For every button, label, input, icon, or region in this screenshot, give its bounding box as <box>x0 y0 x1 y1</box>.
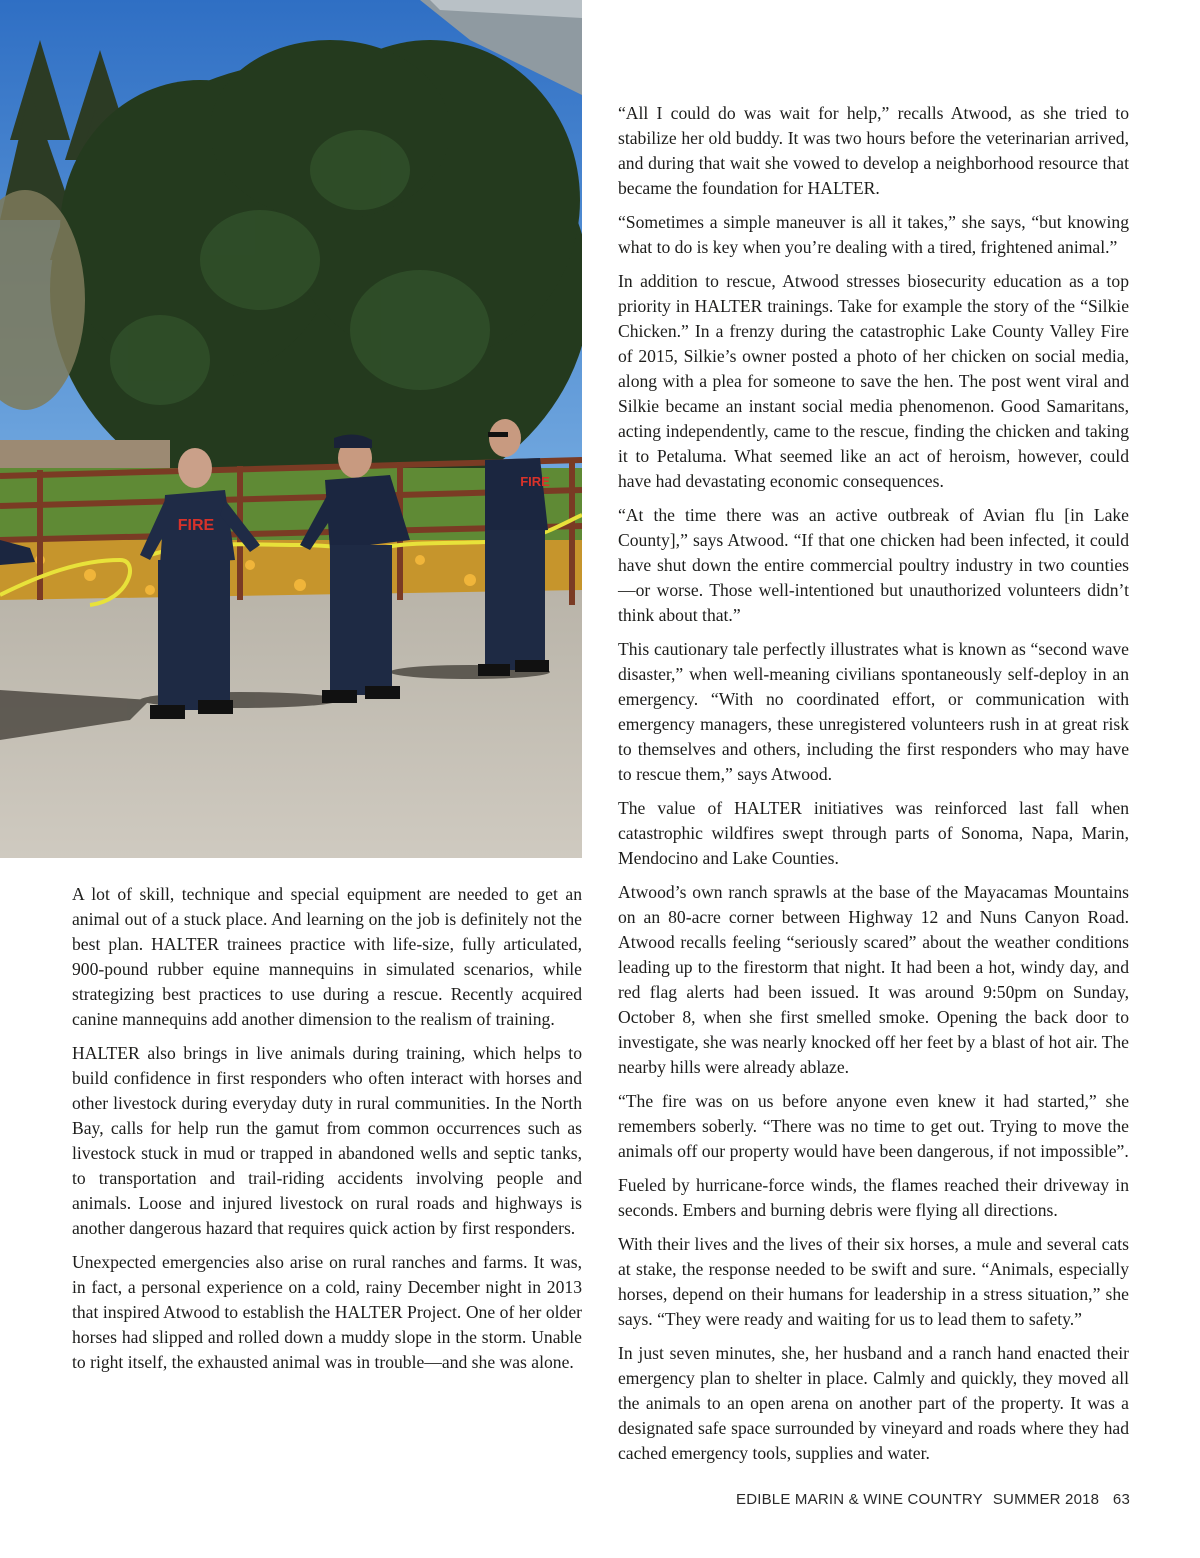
page-footer <box>736 1491 1130 1508</box>
paragraph: “The fire was on us before anyone even knew it had started,” she remembers soberly. “There was no time to get out. Trying to move the animals off our property would have been dangerous, if not impossible”. <box>618 1091 1129 1161</box>
issue-date: SUMMER 2018 <box>992 1491 1100 1508</box>
article-column-right <box>618 101 1129 1475</box>
svg-text:FIRE: FIRE <box>177 517 215 534</box>
paragraph: “All I could do was wait for help,” recalls Atwood, as she tried to stabilize her old buddy. It was two hours before the veterinarian arrived, and during that wait she vowed to develop a neighborhood resource that became the foundation for HALTER. <box>618 103 1129 198</box>
paragraph: “Sometimes a simple maneuver is all it takes,” she says, “but knowing what to do is key when you’re dealing with a tired, frightened animal.” <box>618 212 1129 257</box>
paragraph: In addition to rescue, Atwood stresses biosecurity education as a top priority in HALTER trainings. Take for example the story of the “Silkie Chicken.” In a frenzy during the catastrophic Lake County Valley Fire of 2015, Silkie’s owner posted a photo of her chicken on social media, along with a plea for someone to save the hen. The post went viral and Silkie became an instant social media phenomenon. Good Samaritans, acting independently, came to the rescue, finding the chicken and taking it to Petaluma. What seemed like an act of heroism, however, could have had devastating economic consequences. <box>618 271 1129 491</box>
page-number: 63 <box>1112 1491 1130 1508</box>
paragraph: “At the time there was an active outbreak of Avian flu [in Lake County],” says Atwood. “If that one chicken had been infected, it could have shut down the entire commercial poultry industry in two counties—or worse. Those well-intentioned but unauthorized volunteers didn’t think about that.” <box>618 505 1129 625</box>
publication-name: EDIBLE MARIN & WINE COUNTRY <box>736 1491 983 1508</box>
article-column-left <box>72 882 582 1384</box>
paragraph: HALTER also brings in live animals during training, which helps to build confidence in first responders who often interact with horses and other livestock during everyday duty in rural communities. In the North Bay, calls for help run the gamut from common occurrences such as livestock stuck in mud or trapped in abandoned wells and septic tanks, to transportation and trail-riding accidents involving people and animals. Loose and injured livestock on rural roads and highways is another dangerous hazard that requires quick action by first responders. <box>72 1043 582 1238</box>
article-photo <box>0 0 582 858</box>
paragraph: This cautionary tale perfectly illustrates what is known as “second wave disaster,” when well-meaning civilians spontaneously self-deploy in an emergency. “With no coordinated effort, or communication with emergency managers, these unregistered volunteers rush in at great risk to themselves and others, including the first responders who may have to rescue them,” says Atwood. <box>618 639 1129 784</box>
paragraph: Unexpected emergencies also arise on rural ranches and farms. It was, in fact, a personal experience on a cold, rainy December night in 2013 that inspired Atwood to establish the HALTER Project. One of her older horses had slipped and rolled down a muddy slope in the storm. Unable to right itself, the exhausted animal was in trouble—and she was alone. <box>72 1252 582 1372</box>
paragraph: A lot of skill, technique and special equipment are needed to get an animal out of a stuck place. And learning on the job is definitely not the best plan. HALTER trainees practice with life-size, fully articulated, 900-pound rubber equine mannequins in simulated scenarios, while strategizing best practices to use during a rescue. Recently acquired canine mannequins add another dimension to the realism of training. <box>72 884 582 1029</box>
paragraph: Atwood’s own ranch sprawls at the base of the Mayacamas Mountains on an 80-acre corner between Highway 12 and Nuns Canyon Road. Atwood recalls feeling “seriously scared” about the weather conditions leading up to the firestorm that night. It had been a hot, windy day, and red flag alerts had been issued. It was around 9:50pm on Sunday, October 8, when she first smelled smoke. Opening the back door to investigate, she was nearly knocked off her feet by a blast of hot air. The nearby hills were already ablaze. <box>618 882 1129 1077</box>
paragraph: The value of HALTER initiatives was reinforced last fall when catastrophic wildfires swept through parts of Sonoma, Napa, Marin, Mendocino and Lake Counties. <box>618 798 1129 868</box>
paragraph: With their lives and the lives of their six horses, a mule and several cats at stake, the response needed to be swift and sure. “Animals, especially horses, depend on their humans for leadership in a stress situation,” she says. “They were ready and waiting for us to lead them to safety.” <box>618 1234 1129 1329</box>
paragraph: In just seven minutes, she, her husband and a ranch hand enacted their emergency plan to shelter in place. Calmly and quickly, they moved all the animals to an open arena on another part of the property. It was a designated safe space surrounded by vineyard and roads where they had cached emergency tools, supplies and water. <box>618 1343 1129 1463</box>
paragraph: Fueled by hurricane-force winds, the flames reached their driveway in seconds. Embers and burning debris were flying all directions. <box>618 1175 1129 1220</box>
svg-text:FIRE: FIRE <box>520 474 550 489</box>
